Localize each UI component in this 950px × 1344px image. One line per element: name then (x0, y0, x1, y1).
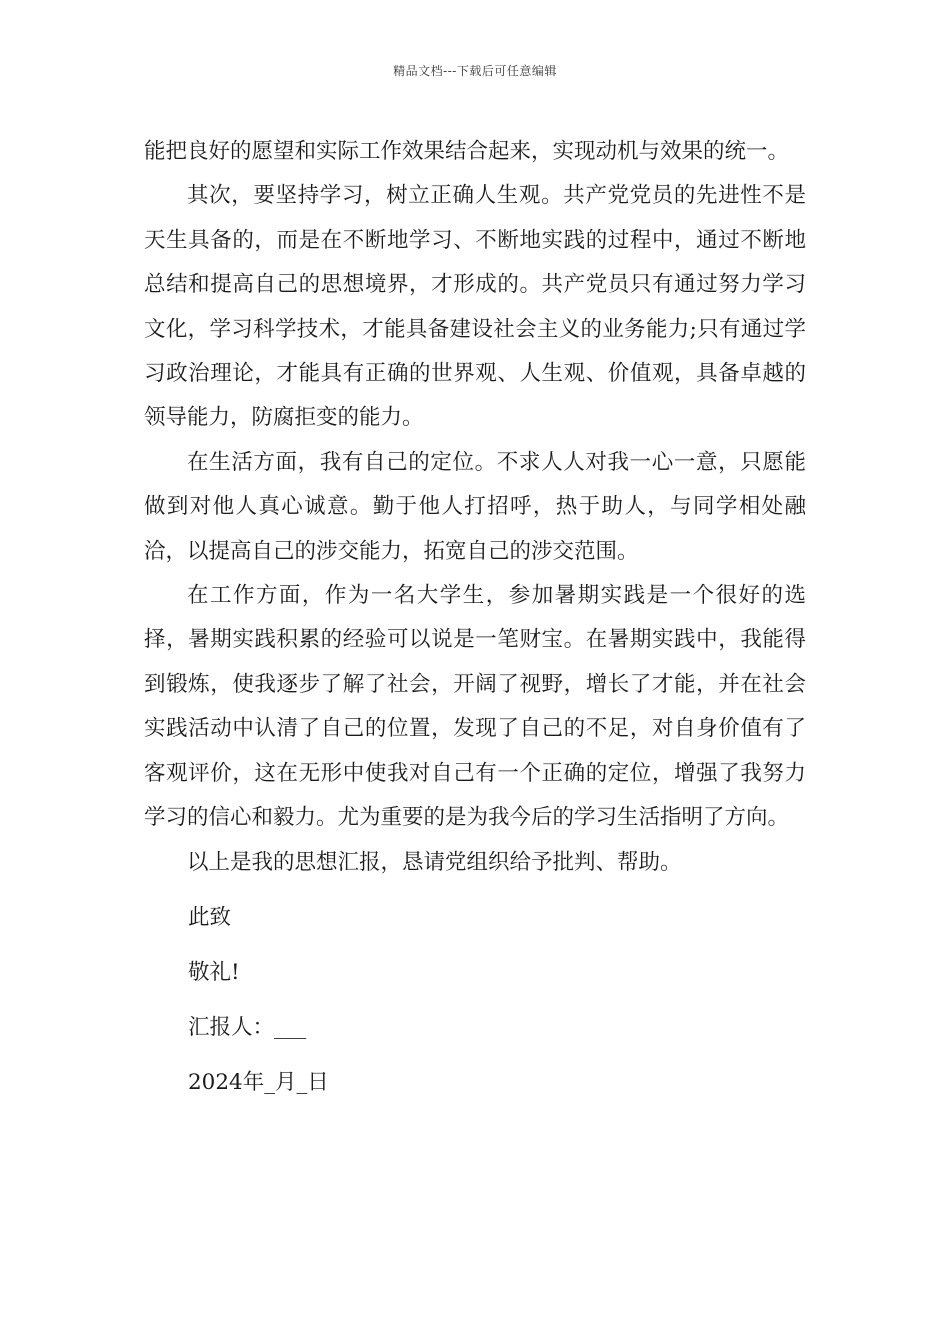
paragraph-continuation: 能把良好的愿望和实际工作效果结合起来，实现动机与效果的统一。 (144, 139, 790, 164)
closing-block (144, 896, 806, 1105)
report-date: 2024年_月_日 (188, 1069, 329, 1095)
reporter-signature: 汇报人：___ (188, 1014, 307, 1040)
paragraph-work: 在工作方面，作为一名大学生，参加暑期实践是一个很好的选择，暑期实践积累的经验可以说是一笔财宝。在暑期实践中，我能得到锻炼，使我逐步了解了社会，开阔了视野，增长了才能，并在社会实践活动中认清了自己的位置，发现了自己的不足，对自身价值有了客观评价，这在无形中使我对自己有一个正确的定位，增强了我努力学习的信心和毅力。尤为重要的是为我今后的学习生活指明了方向。 (144, 583, 806, 831)
paragraph-conclusion: 以上是我的思想汇报，恳请党组织给予批判、帮助。 (187, 849, 682, 875)
paragraph-life: 在生活方面，我有自己的定位。不求人人对我一心一意，只愿能做到对他人真心诚意。勤于他人打招呼，热于助人，与同学相处融洽，以提高自己的涉交能力，拓宽自己的涉交范围。 (144, 449, 806, 564)
document-body (144, 130, 806, 1116)
salutation: 此致 (188, 904, 232, 930)
paragraph-study: 其次，要坚持学习，树立正确人生观。共产党党员的先进性不是天生具备的，而是在不断地学习、不断地实践的过程中，通过不断地总结和提高自己的思想境界，才形成的。共产党员只有通过努力学习文化，学习科学技术，才能具备建设社会主义的业务能力;只有通过学习政治理论，才能具有正确的世界观、人生观、价值观，具备卓越的领导能力，防腐拒变的能力。 (144, 183, 806, 431)
page-header: 精品文档---下载后可任意编辑 (393, 64, 557, 78)
regards: 敬礼! (188, 959, 240, 985)
